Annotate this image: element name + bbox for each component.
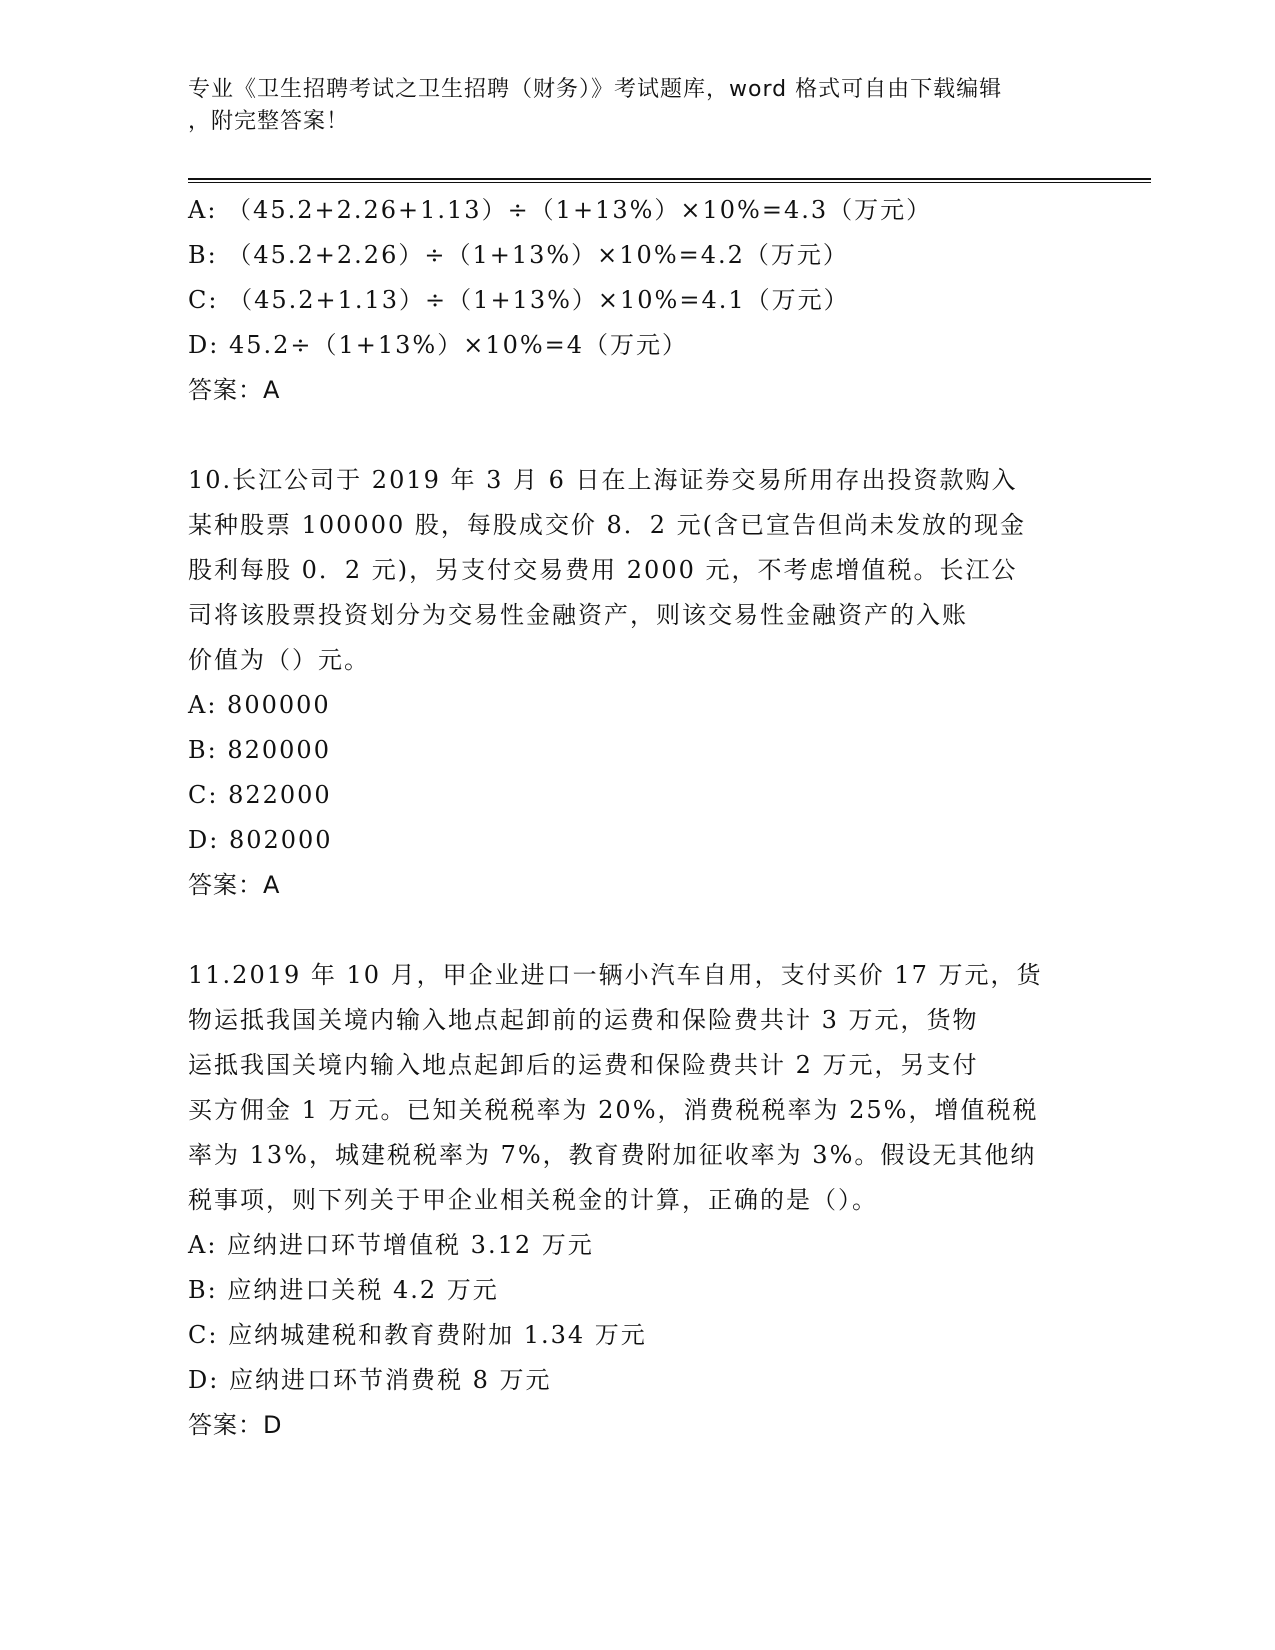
question-stem-line: 物运抵我国关境内输入地点起卸前的运费和保险费共计 3 万元，货物 [188, 1006, 979, 1034]
option-c: C: 822000 [188, 781, 332, 809]
question-stem-line: 股利每股 0．2 元)，另支付交易费用 2000 元，不考虑增值税。长江公 [188, 556, 1018, 584]
spacer [188, 908, 1088, 953]
answer-label: 答案：A [188, 871, 281, 899]
question-stem-line: 税事项，则下列关于甲企业相关税金的计算，正确的是（）。 [188, 1186, 878, 1214]
header-divider-thin [188, 182, 1151, 183]
option-a: A: （45.2+2.26+1.13）÷（1+13%）×10%=4.3（万元） [188, 196, 933, 224]
question-stem-line: 运抵我国关境内输入地点起卸后的运费和保险费共计 2 万元，另支付 [188, 1051, 979, 1079]
answer-label: 答案：D [188, 1411, 283, 1439]
question-stem-line: 司将该股票投资划分为交易性金融资产，则该交易性金融资产的入账 [188, 601, 968, 629]
option-b: B: 820000 [188, 736, 331, 764]
answer-label: 答案：A [188, 376, 281, 404]
question-stem-line: 买方佣金 1 万元。已知关税税率为 20%，消费税税率为 25%，增值税税 [188, 1096, 1039, 1124]
option-b: B: （45.2+2.26）÷（1+13%）×10%=4.2（万元） [188, 241, 849, 269]
question-11 [188, 953, 1088, 1448]
question-stem-line: 10.长江公司于 2019 年 3 月 6 日在上海证券交易所用存出投资款购入 [188, 466, 1018, 494]
header-title-line2: ，附完整答案！ [188, 109, 350, 134]
question-10 [188, 458, 1088, 908]
question-9 [188, 188, 1088, 413]
option-d: D: 应纳进口环节消费税 8 万元 [188, 1366, 552, 1394]
option-d: D: 45.2÷（1+13%）×10%=4（万元） [188, 331, 689, 359]
document-body [188, 188, 1088, 1448]
question-stem-line: 率为 13%，城建税税率为 7%，教育费附加征收率为 3%。假设无其他纳 [188, 1141, 1037, 1169]
question-stem-line: 11.2019 年 10 月，甲企业进口一辆小汽车自用，支付买价 17 万元，货 [188, 961, 1043, 989]
document-header [188, 74, 1088, 138]
option-a: A: 800000 [188, 691, 331, 719]
option-b: B: 应纳进口关税 4.2 万元 [188, 1276, 499, 1304]
option-c: C: 应纳城建税和教育费附加 1.34 万元 [188, 1321, 647, 1349]
header-title-line1: 专业《卫生招聘考试之卫生招聘（财务）》考试题库，word 格式可自由下载编辑 [188, 77, 1003, 102]
header-divider [188, 178, 1151, 180]
question-stem-line: 某种股票 100000 股，每股成交价 8．2 元(含已宣告但尚未发放的现金 [188, 511, 1027, 539]
option-d: D: 802000 [188, 826, 333, 854]
option-a: A: 应纳进口环节增值税 3.12 万元 [188, 1231, 594, 1259]
spacer [188, 413, 1088, 458]
option-c: C: （45.2+1.13）÷（1+13%）×10%=4.1（万元） [188, 286, 850, 314]
question-stem-line: 价值为（）元。 [188, 646, 370, 674]
